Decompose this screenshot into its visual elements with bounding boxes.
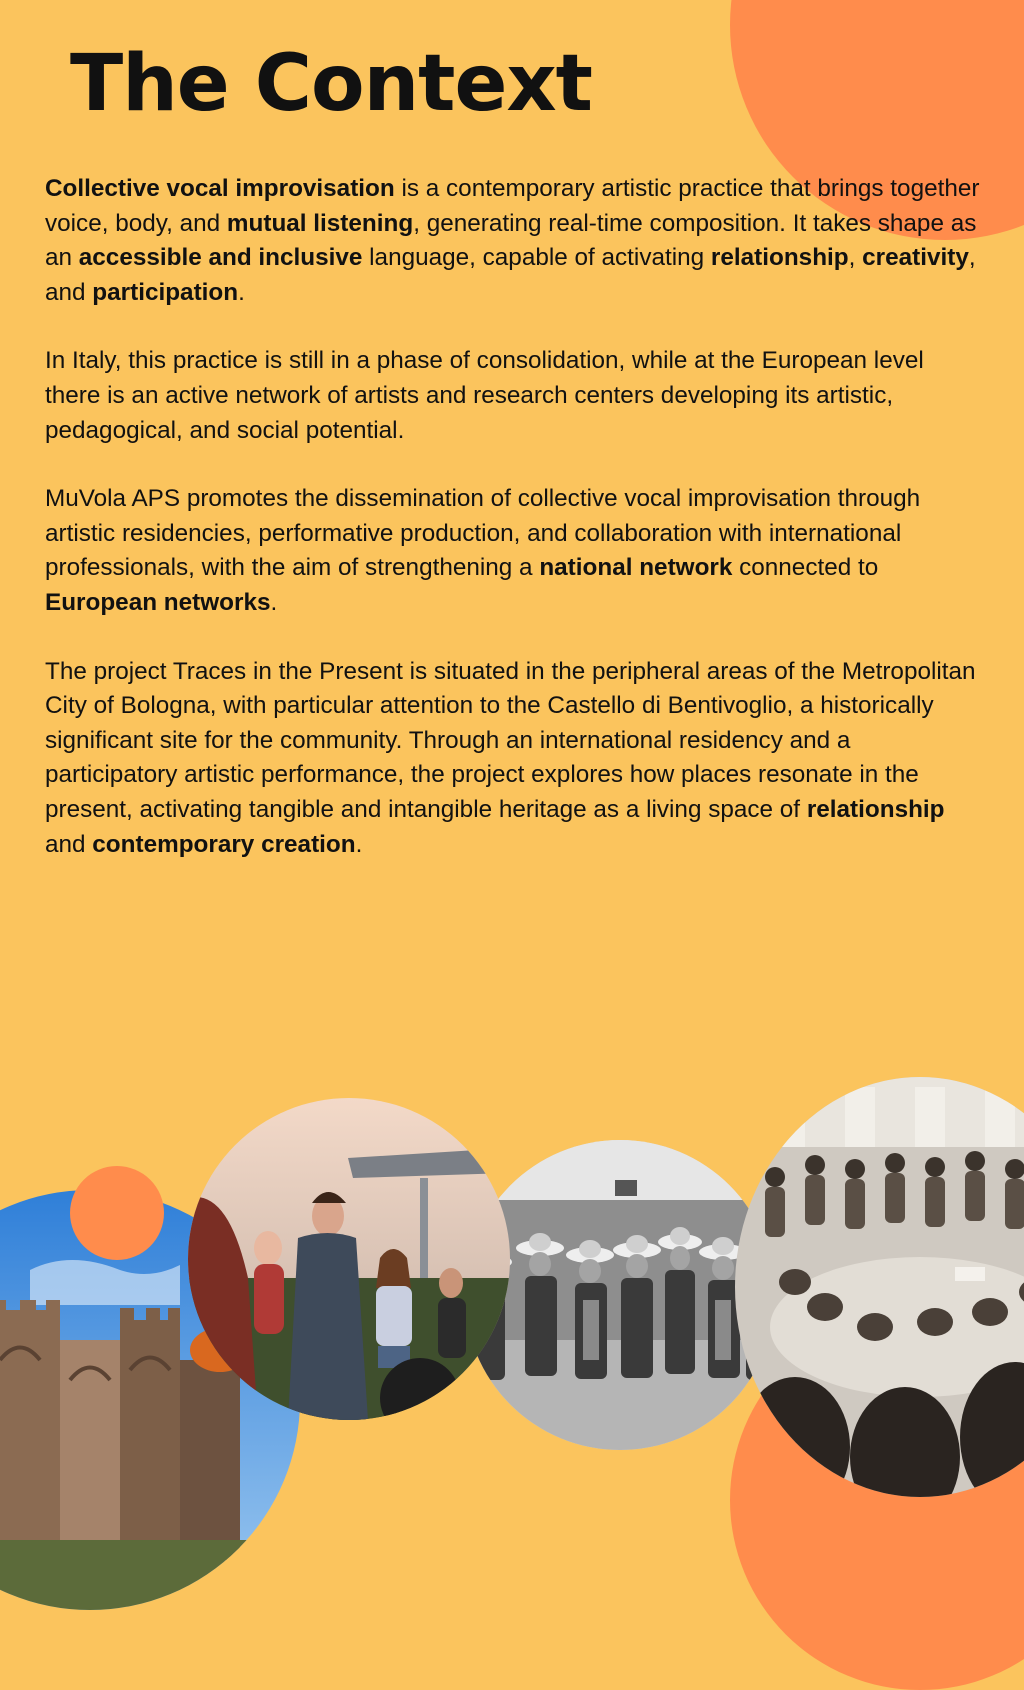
emphasis-text: mutual listening	[226, 209, 414, 237]
outdoor-group-photo	[188, 1098, 510, 1420]
emphasis-text: creativity	[862, 244, 969, 272]
body-text-run: connected to	[732, 554, 879, 582]
paragraph-1	[45, 172, 980, 310]
body-text-run: The project Traces in the Present is situated in the peripheral areas of the Metropolitan City of Bologna, with particular attention to the Castello di Bentivoglio, a historically significant site for the community. Through an international residency and a participatory artistic performance, the project explores how places resonate in the present, activating tangible and intangible heritage as a living space of	[45, 657, 976, 823]
emphasis-text: European networks	[45, 588, 271, 616]
emphasis-text: accessible and inclusive	[78, 244, 363, 272]
body-text-run: , generating real-time composition. It takes shape as an	[45, 209, 977, 272]
rice-workers-photo	[465, 1140, 775, 1450]
body-text-run: In Italy, this practice is still in a phase of consolidation, while at the European level there is an active network of artists and research centers developing its artistic, pedagogical, and social potential.	[45, 347, 924, 444]
body-text-run: .	[355, 830, 363, 858]
emphasis-text: Collective vocal improvisation	[45, 175, 395, 202]
body-text-run: MuVola APS promotes the dissemination of collective vocal improvisation through artistic residencies, performative production, and collaboration with international professionals, with the aim of strengthening a	[45, 485, 921, 582]
page-title: The Context	[70, 39, 592, 129]
emphasis-text: participation	[92, 278, 239, 306]
body-text-run: .	[238, 278, 245, 306]
body-text-run: .	[270, 588, 278, 616]
emphasis-text: relationship	[710, 244, 849, 272]
body-text-run: and	[45, 830, 93, 858]
decor-circle-small	[70, 1166, 164, 1260]
paragraph-2	[45, 344, 980, 448]
body-text	[45, 172, 980, 896]
emphasis-text: contemporary creation	[92, 830, 356, 858]
body-text-run: language, capable of activating	[362, 244, 711, 272]
emphasis-text: relationship	[806, 795, 945, 823]
paragraph-3	[45, 482, 980, 620]
body-text-run: ,	[848, 244, 863, 272]
paragraph-4	[45, 655, 980, 863]
emphasis-text: national network	[539, 554, 733, 582]
body-text-run: , and	[45, 244, 976, 306]
body-text-run: is a contemporary artistic practice that brings together voice, body, and	[45, 175, 980, 237]
